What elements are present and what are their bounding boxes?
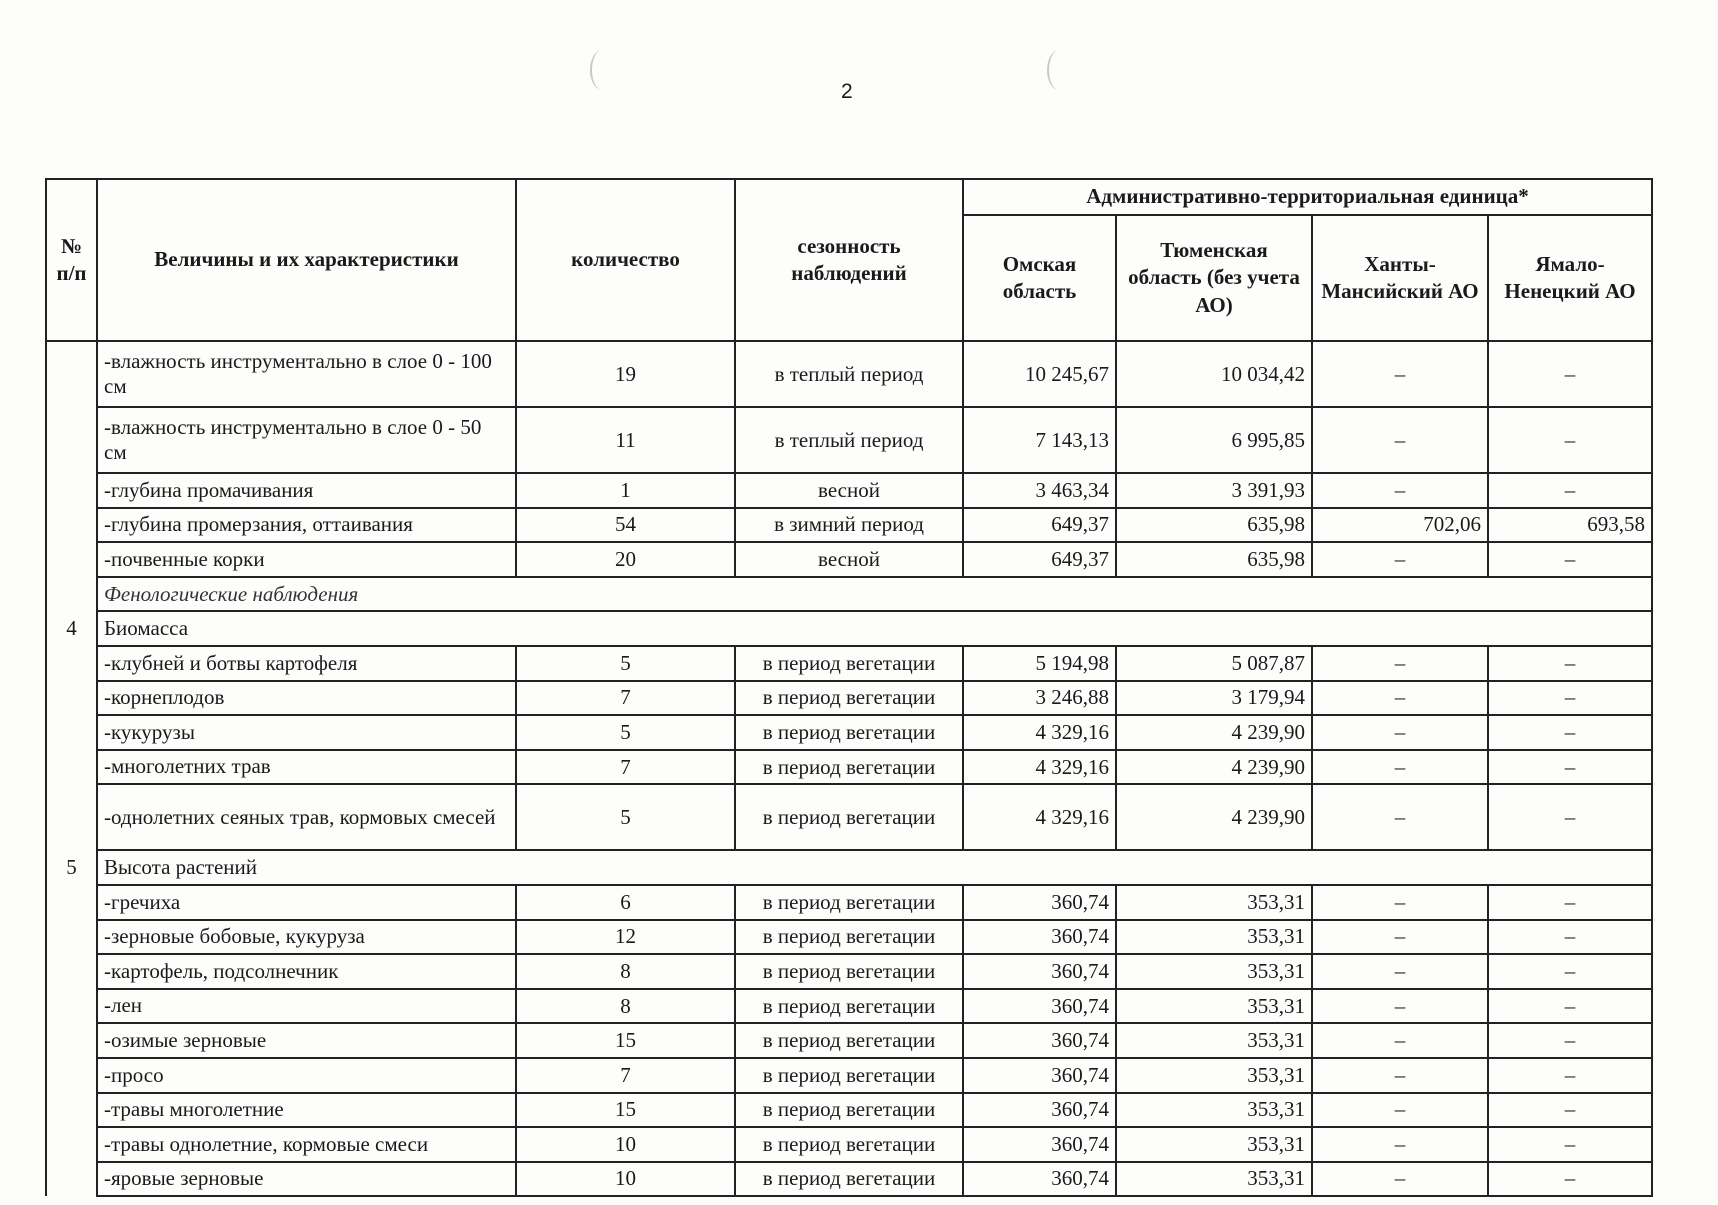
row-qty: 54 <box>516 508 735 543</box>
row-qty: 11 <box>516 407 735 473</box>
row-season: в период вегетации <box>735 1162 963 1197</box>
header-num: № п/п <box>46 179 97 341</box>
row-tyumen-value: 5 087,87 <box>1116 646 1312 681</box>
table-row <box>46 920 1652 955</box>
row-qty: 8 <box>516 954 735 989</box>
row-number <box>46 885 97 920</box>
punch-hole-mark <box>590 50 614 90</box>
row-khmao-value: 702,06 <box>1312 508 1488 543</box>
header-tyumen: Тюменская область (без учета АО) <box>1116 215 1312 341</box>
row-omsk-value: 649,37 <box>963 542 1116 577</box>
row-tyumen-value: 353,31 <box>1116 1093 1312 1128</box>
table-row <box>46 850 1652 885</box>
row-number <box>46 577 97 612</box>
row-qty: 1 <box>516 473 735 508</box>
row-khmao-value: – <box>1312 920 1488 955</box>
row-tyumen-value: 10 034,42 <box>1116 341 1312 407</box>
row-season: в период вегетации <box>735 920 963 955</box>
row-khmao-value: – <box>1312 341 1488 407</box>
row-qty: 10 <box>516 1162 735 1197</box>
row-tyumen-value: 6 995,85 <box>1116 407 1312 473</box>
row-qty: 6 <box>516 885 735 920</box>
row-season: в теплый период <box>735 341 963 407</box>
table-row <box>46 1127 1652 1162</box>
row-yanao-value: – <box>1488 407 1652 473</box>
row-name: -озимые зерновые <box>97 1023 516 1058</box>
row-name: -гречиха <box>97 885 516 920</box>
row-yanao-value: – <box>1488 885 1652 920</box>
row-name: -яровые зерновые <box>97 1162 516 1197</box>
row-tyumen-value: 353,31 <box>1116 1127 1312 1162</box>
row-number: 5 <box>46 850 97 885</box>
row-qty: 15 <box>516 1023 735 1058</box>
row-yanao-value: – <box>1488 715 1652 750</box>
row-omsk-value: 7 143,13 <box>963 407 1116 473</box>
row-qty: 7 <box>516 681 735 716</box>
row-khmao-value: – <box>1312 1058 1488 1093</box>
row-tyumen-value: 3 179,94 <box>1116 681 1312 716</box>
row-name: -лен <box>97 989 516 1024</box>
table-row <box>46 1093 1652 1128</box>
row-yanao-value: – <box>1488 341 1652 407</box>
row-tyumen-value: 353,31 <box>1116 954 1312 989</box>
page-number: 2 <box>841 80 853 103</box>
row-khmao-value: – <box>1312 542 1488 577</box>
header-qty: количество <box>516 179 735 341</box>
row-season: в период вегетации <box>735 954 963 989</box>
header-khmao: Ханты-Мансийский АО <box>1312 215 1488 341</box>
row-tyumen-value: 353,31 <box>1116 1023 1312 1058</box>
table-body <box>46 341 1652 1196</box>
header-yanao: Ямало-Ненецкий АО <box>1488 215 1652 341</box>
row-tyumen-value: 353,31 <box>1116 1058 1312 1093</box>
row-number <box>46 407 97 473</box>
row-khmao-value: – <box>1312 1093 1488 1128</box>
row-qty: 19 <box>516 341 735 407</box>
row-number <box>46 1127 97 1162</box>
row-name: -зерновые бобовые, кукуруза <box>97 920 516 955</box>
row-yanao-value: – <box>1488 1127 1652 1162</box>
section-title: Биомасса <box>97 611 1652 646</box>
row-qty: 15 <box>516 1093 735 1128</box>
row-khmao-value: – <box>1312 750 1488 785</box>
table-row <box>46 715 1652 750</box>
table-row <box>46 1162 1652 1197</box>
subsection-title: Фенологические наблюдения <box>97 577 1652 612</box>
row-yanao-value: – <box>1488 681 1652 716</box>
row-yanao-value: – <box>1488 1162 1652 1197</box>
punch-hole-mark <box>1047 50 1071 90</box>
row-number <box>46 989 97 1024</box>
table-row <box>46 341 1652 407</box>
table-header <box>46 179 1652 341</box>
row-qty: 5 <box>516 646 735 681</box>
row-tyumen-value: 4 239,90 <box>1116 784 1312 850</box>
row-tyumen-value: 353,31 <box>1116 920 1312 955</box>
row-tyumen-value: 3 391,93 <box>1116 473 1312 508</box>
table-row <box>46 542 1652 577</box>
table-row <box>46 750 1652 785</box>
row-number: 4 <box>46 611 97 646</box>
row-number <box>46 341 97 407</box>
observations-cost-table <box>45 178 1653 1197</box>
row-name: -многолетних трав <box>97 750 516 785</box>
row-tyumen-value: 4 239,90 <box>1116 715 1312 750</box>
row-tyumen-value: 635,98 <box>1116 542 1312 577</box>
row-khmao-value: – <box>1312 473 1488 508</box>
table-row <box>46 577 1652 612</box>
row-khmao-value: – <box>1312 1023 1488 1058</box>
row-omsk-value: 360,74 <box>963 920 1116 955</box>
row-khmao-value: – <box>1312 1162 1488 1197</box>
row-season: в теплый период <box>735 407 963 473</box>
row-omsk-value: 360,74 <box>963 1162 1116 1197</box>
row-name: -клубней и ботвы картофеля <box>97 646 516 681</box>
row-number <box>46 473 97 508</box>
row-number <box>46 542 97 577</box>
table-row <box>46 885 1652 920</box>
header-season: сезонность наблюдений <box>735 179 963 341</box>
row-season: весной <box>735 473 963 508</box>
row-omsk-value: 4 329,16 <box>963 715 1116 750</box>
table-row <box>46 954 1652 989</box>
table-row <box>46 681 1652 716</box>
row-omsk-value: 3 463,34 <box>963 473 1116 508</box>
row-name: -влажность инструментально в слое 0 - 50 см <box>97 407 516 473</box>
row-name: -кукурузы <box>97 715 516 750</box>
row-khmao-value: – <box>1312 407 1488 473</box>
row-season: в период вегетации <box>735 1093 963 1128</box>
table-row <box>46 473 1652 508</box>
row-omsk-value: 360,74 <box>963 885 1116 920</box>
row-qty: 7 <box>516 750 735 785</box>
row-khmao-value: – <box>1312 885 1488 920</box>
table-row <box>46 646 1652 681</box>
row-omsk-value: 649,37 <box>963 508 1116 543</box>
row-yanao-value: – <box>1488 542 1652 577</box>
row-number <box>46 1162 97 1197</box>
row-qty: 5 <box>516 715 735 750</box>
row-khmao-value: – <box>1312 1127 1488 1162</box>
row-number <box>46 715 97 750</box>
row-tyumen-value: 635,98 <box>1116 508 1312 543</box>
row-name: -влажность инструментально в слое 0 - 100 см <box>97 341 516 407</box>
row-season: в период вегетации <box>735 646 963 681</box>
row-season: в период вегетации <box>735 750 963 785</box>
row-number <box>46 1093 97 1128</box>
row-yanao-value: – <box>1488 920 1652 955</box>
table-row <box>46 508 1652 543</box>
row-yanao-value: – <box>1488 646 1652 681</box>
row-number <box>46 784 97 850</box>
header-omsk: Омская область <box>963 215 1116 341</box>
row-omsk-value: 360,74 <box>963 1127 1116 1162</box>
row-omsk-value: 10 245,67 <box>963 341 1116 407</box>
row-name: -просо <box>97 1058 516 1093</box>
row-khmao-value: – <box>1312 989 1488 1024</box>
row-khmao-value: – <box>1312 715 1488 750</box>
table-row <box>46 407 1652 473</box>
row-number <box>46 1023 97 1058</box>
row-khmao-value: – <box>1312 784 1488 850</box>
row-season: в период вегетации <box>735 989 963 1024</box>
row-season: в период вегетации <box>735 885 963 920</box>
row-qty: 12 <box>516 920 735 955</box>
row-qty: 20 <box>516 542 735 577</box>
row-name: -глубина промерзания, оттаивания <box>97 508 516 543</box>
row-season: в период вегетации <box>735 1058 963 1093</box>
row-khmao-value: – <box>1312 954 1488 989</box>
row-name: -почвенные корки <box>97 542 516 577</box>
row-omsk-value: 3 246,88 <box>963 681 1116 716</box>
row-yanao-value: 693,58 <box>1488 508 1652 543</box>
row-yanao-value: – <box>1488 954 1652 989</box>
row-tyumen-value: 353,31 <box>1116 989 1312 1024</box>
row-season: весной <box>735 542 963 577</box>
row-number <box>46 508 97 543</box>
row-yanao-value: – <box>1488 1093 1652 1128</box>
row-season: в период вегетации <box>735 1127 963 1162</box>
table-row <box>46 611 1652 646</box>
row-tyumen-value: 353,31 <box>1116 885 1312 920</box>
header-unit-group: Административно-территориальная единица* <box>963 179 1652 215</box>
row-omsk-value: 360,74 <box>963 1093 1116 1128</box>
table-row <box>46 784 1652 850</box>
row-number <box>46 920 97 955</box>
row-name: -однолетних сеяных трав, кормовых смесей <box>97 784 516 850</box>
table-row <box>46 1058 1652 1093</box>
row-omsk-value: 360,74 <box>963 1023 1116 1058</box>
row-name: -глубина промачивания <box>97 473 516 508</box>
row-number <box>46 1058 97 1093</box>
row-omsk-value: 360,74 <box>963 989 1116 1024</box>
row-tyumen-value: 353,31 <box>1116 1162 1312 1197</box>
row-name: -травы однолетние, кормовые смеси <box>97 1127 516 1162</box>
row-season: в период вегетации <box>735 1023 963 1058</box>
row-name: -травы многолетние <box>97 1093 516 1128</box>
row-yanao-value: – <box>1488 989 1652 1024</box>
row-omsk-value: 360,74 <box>963 1058 1116 1093</box>
row-season: в период вегетации <box>735 681 963 716</box>
table-row <box>46 1023 1652 1058</box>
table-row <box>46 989 1652 1024</box>
section-title: Высота растений <box>97 850 1652 885</box>
row-omsk-value: 5 194,98 <box>963 646 1116 681</box>
row-khmao-value: – <box>1312 646 1488 681</box>
row-yanao-value: – <box>1488 784 1652 850</box>
row-tyumen-value: 4 239,90 <box>1116 750 1312 785</box>
row-season: в период вегетации <box>735 715 963 750</box>
row-omsk-value: 360,74 <box>963 954 1116 989</box>
row-yanao-value: – <box>1488 750 1652 785</box>
row-omsk-value: 4 329,16 <box>963 750 1116 785</box>
row-number <box>46 954 97 989</box>
row-omsk-value: 4 329,16 <box>963 784 1116 850</box>
row-season: в зимний период <box>735 508 963 543</box>
row-number <box>46 750 97 785</box>
row-qty: 7 <box>516 1058 735 1093</box>
row-season: в период вегетации <box>735 784 963 850</box>
row-qty: 8 <box>516 989 735 1024</box>
row-khmao-value: – <box>1312 681 1488 716</box>
row-qty: 5 <box>516 784 735 850</box>
row-number <box>46 646 97 681</box>
header-name: Величины и их характеристики <box>97 179 516 341</box>
row-yanao-value: – <box>1488 1023 1652 1058</box>
row-name: -картофель, подсолнечник <box>97 954 516 989</box>
row-qty: 10 <box>516 1127 735 1162</box>
row-name: -корнеплодов <box>97 681 516 716</box>
row-yanao-value: – <box>1488 473 1652 508</box>
row-number <box>46 681 97 716</box>
row-yanao-value: – <box>1488 1058 1652 1093</box>
